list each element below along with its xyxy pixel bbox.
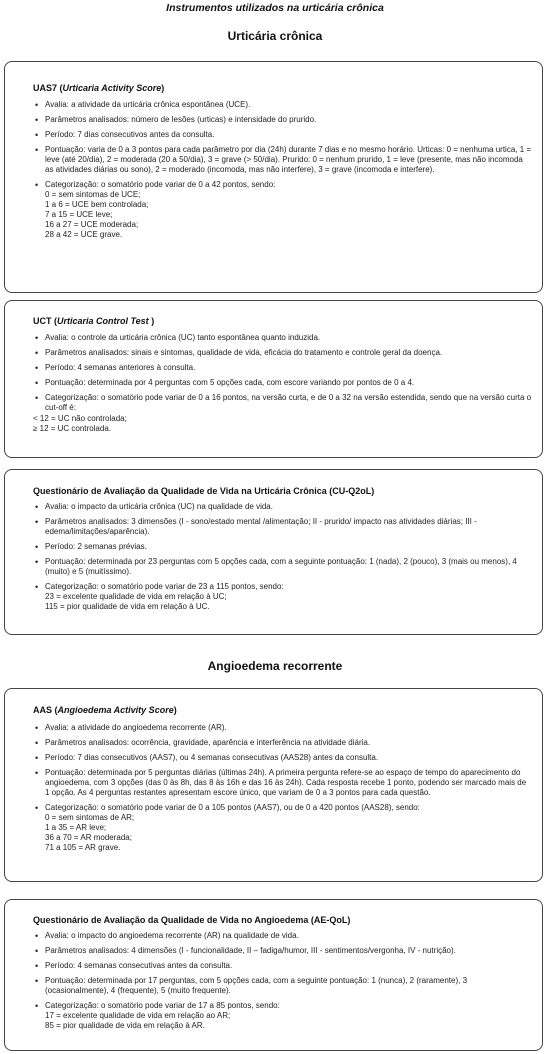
score-line: 71 a 105 = AR grave. — [45, 843, 121, 852]
list-item: • Categorização: o somatório pode variar de 0 a 42 pontos, sendo: 0 = sem sintomas de UCE; 1 a 6 = UCE bem controlada; 7 a 15 = UCE leve; 16 a 27 = UCE moderada; 28 a 42 = UCE grave. — [45, 180, 532, 240]
list-item: • Período: 2 semanas prévias. — [45, 542, 532, 552]
instrument-title: UAS7 (Urticaria Activity Score) — [33, 83, 165, 93]
page-title: Instrumentos utilizados na urticária crônica — [166, 2, 384, 14]
score-line: 36 a 70 = AR moderada; — [45, 833, 132, 842]
score-line: 1 a 35 = AR leve; — [45, 823, 107, 832]
list-item: • Categorização: o somatório pode variar de 23 a 115 pontos, sendo: 23 = excelente qualidade de vida em relação à UC; 115 = pior qualidade de vida em relação à UC. — [45, 582, 532, 612]
score-line: < 12 = UC não controlada; — [33, 414, 127, 423]
list-item: • Parâmetros analisados: sinais e sintomas, qualidade de vida, eficácia do tratamento e controle geral da doença. — [45, 348, 532, 358]
list-item: • Avalia: o controle da urticária crônica (UC) tanto espontânea quanto induzida. — [45, 333, 532, 343]
instrument-title: UCT (Urticaria Control Test ) — [33, 316, 155, 326]
instrument-box-uas7 — [4, 61, 543, 293]
score-line: 0 = sem sintomas de AR; — [45, 813, 135, 822]
list-item: • Pontuação: determinada por 17 perguntas, com 5 opções cada, com a seguinte pontuação: 1 (nunca), 2 (raramente), 3 (ocasionalmente), 4 (frequente), 5 (muito frequente). — [45, 976, 532, 996]
list-item: • Pontuação: determinada por 23 perguntas com 5 opções cada, com a seguinte pontuação: 1 (nada), 2 (pouco), 3 (mais ou menos), 4 (muito) e 5 (muitíssimo). — [45, 557, 532, 577]
list-item: • Período: 4 semanas consecutivas antes da consulta. — [45, 961, 532, 971]
list-item: • Parâmetros analisados: número de lesões (urticas) e intensidade do prurido. — [45, 115, 532, 125]
instrument-title: Questionário de Avaliação da Qualidade de Vida no Angioedema (AE-QoL) — [33, 915, 351, 925]
list-item: • Categorização: o somatório pode variar de 0 a 105 pontos (AAS7), ou de 0 a 420 pontos (AAS28), sendo: 0 = sem sintomas de AR; 1 a 35 = AR leve; 36 a 70 = AR moderada; 71 a 105 = AR grave. — [45, 803, 532, 853]
section-title-urticaria: Urticária crônica — [227, 29, 323, 43]
instrument-box-uct — [4, 300, 543, 458]
score-line: 28 a 42 = UCE grave. — [45, 230, 123, 239]
list-item: • Pontuação: varia de 0 a 3 pontos para cada parâmetro por dia (24h) durante 7 dias e no mesmo horário. Urticas: 0 = nenhuma urtica, 1 = leve (até 20/dia), 2 = moderada (20 a 50/dia), 3 = grave (> 50/dia). Prurido: 0 = nenhum prurido, 1 = leve (presente, mas não incomoda as atividades diárias ou sono), 2 = moderado (incomoda, mas não interfere), 3 = grave (incomoda e interfere). — [45, 145, 532, 175]
list-item: • Avalia: a atividade da urticária crônica espontânea (UCE). — [45, 100, 532, 110]
instrument-box-ae-qol — [4, 899, 543, 1051]
instrument-box-cu-q2ol — [4, 469, 543, 635]
instrument-title: AAS (Angioedema Activity Score) — [33, 705, 177, 715]
score-line: 0 = sem sintomas de UCE; — [45, 190, 141, 199]
list-item: • Pontuação: determinada por 4 perguntas com 5 opções cada, com escore variando por pontos de 0 a 4. — [45, 378, 532, 388]
list-item: • Avalia: o impacto do angioedema recorrente (AR) na qualidade de vida. — [45, 931, 532, 941]
score-line: 115 = pior qualidade de vida em relação à UC. — [45, 602, 210, 611]
score-line: ≥ 12 = UC controlada. — [33, 424, 111, 433]
list-item: • Período: 4 semanas anteriores à consulta. — [45, 363, 532, 373]
list-item: • Período: 7 dias consecutivos antes da consulta. — [45, 130, 532, 140]
list-item: • Parâmetros analisados: ocorrência, gravidade, aparência e interferência na atividade diária. — [45, 738, 532, 748]
list-item: • Categorização: o somatório pode variar de 0 a 16 pontos, na versão curta, e de 0 a 32 na versão estendida, sendo que na versão curta o cut-off é: — [45, 393, 532, 413]
list-item: • Avalia: a atividade do angioedema recorrente (AR). — [45, 723, 532, 733]
score-line: 85 = pior qualidade de vida em relação à AR. — [45, 1021, 205, 1030]
score-line: 17 = excelente qualidade de vida em relação ao AR; — [45, 1011, 231, 1020]
score-line: 7 a 15 = UCE leve; — [45, 210, 113, 219]
list-item: • Parâmetros analisados: 4 dimensões (I - funcionalidade, II – fadiga/humor, III - sentimentos/vergonha, IV - nutrição). — [45, 946, 532, 956]
score-line: 1 a 6 = UCE bem controlada; — [45, 200, 149, 209]
score-line: 23 = excelente qualidade de vida em relação à UC; — [45, 592, 227, 601]
instrument-title: Questionário de Avaliação da Qualidade de Vida na Urticária Crônica (CU-Q2oL) — [33, 486, 375, 496]
list-item: • Avalia: o impacto da urticária crônica (UC) na qualidade de vida. — [45, 502, 532, 512]
instrument-box-aas — [4, 688, 543, 882]
list-item: • Categorização: o somatório pode variar de 17 a 85 pontos, sendo: 17 = excelente qualidade de vida em relação ao AR; 85 = pior qualidade de vida em relação à AR. — [45, 1001, 532, 1031]
list-item: • Período: 7 dias consecutivos (AAS7), ou 4 semanas consecutivas (AAS28) antes da consulta. — [45, 753, 532, 763]
list-item: • Parâmetros analisados: 3 dimensões (I - sono/estado mental /alimentação; II - prurido/ impacto nas atividades diárias; III - edema/limitações/aparência). — [45, 517, 532, 537]
score-line: 16 a 27 = UCE moderada; — [45, 220, 139, 229]
section-title-angioedema: Angioedema recorrente — [207, 659, 343, 673]
list-item: • Pontuação: determinada por 5 perguntas diárias (últimas 24h). A primeira pergunta refere-se ao espaço de tempo do aparecimento do angioedema, com 3 opções (das 0 às 8h, das 8 às 16h e das 16 às 24h). Cada resposta recebe 1 ponto, podendo ser marcado mais de 1 opção. As 4 perguntas restantes apresentam escore único, que variam de 0 a 3 pontos para cada questão. — [45, 768, 532, 798]
